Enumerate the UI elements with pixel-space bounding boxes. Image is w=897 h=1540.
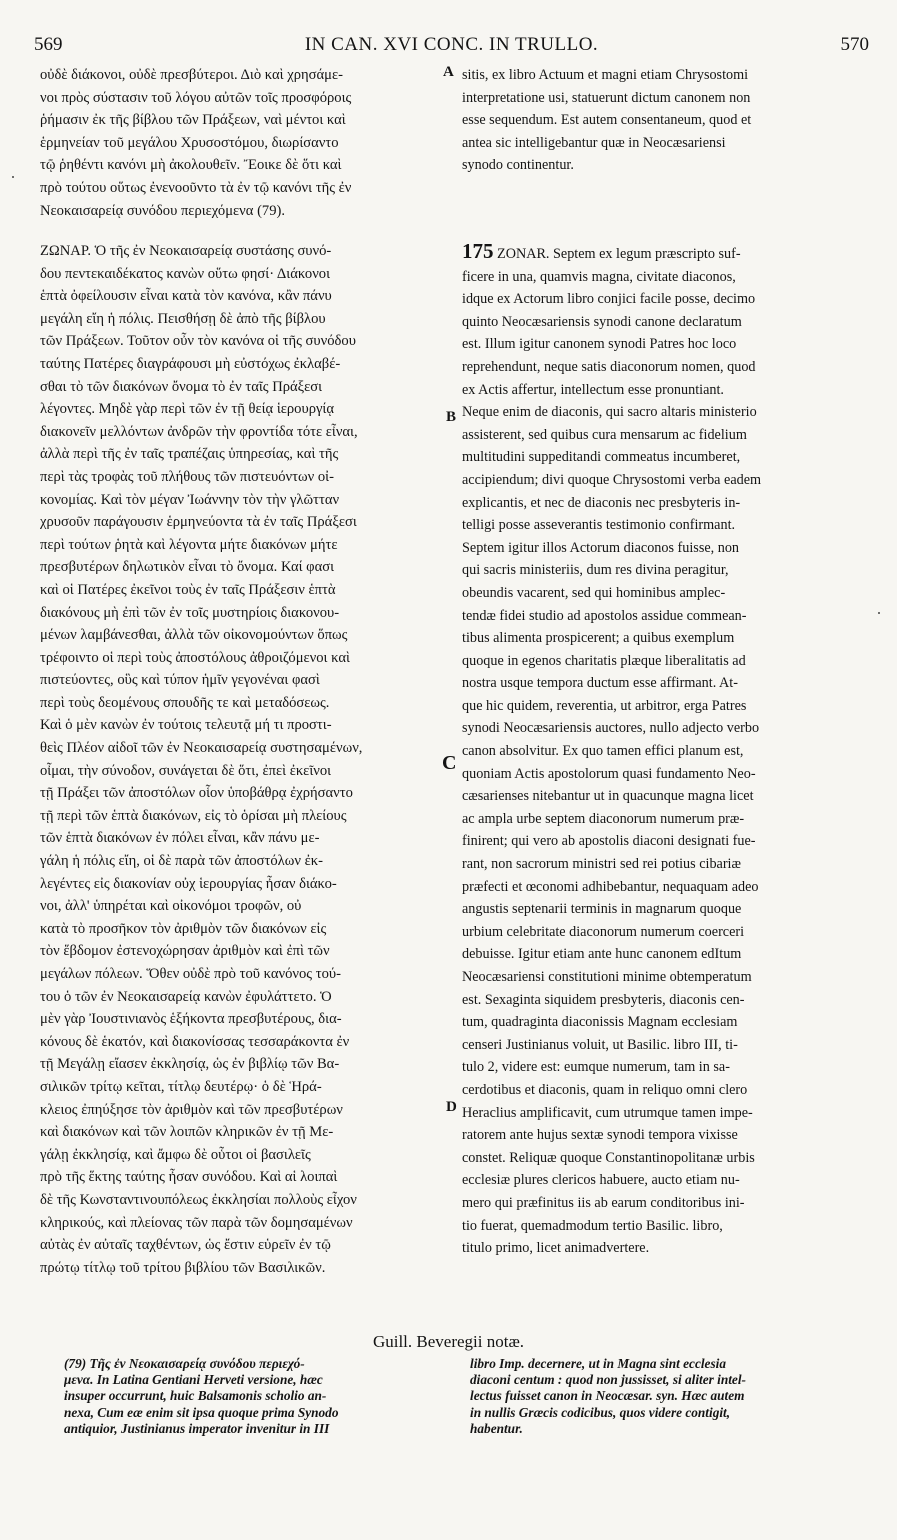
text-line: urbium celebritate diaconorum numerum coerceri: [462, 923, 745, 940]
text-line: finirent; qui vero ab apostolis diaconi designati fue-: [462, 833, 756, 850]
text-line: ratorem ante hujus sextæ synodi tempora vixisse: [462, 1127, 738, 1144]
text-line: ac ampla urbe septem diaconorum numerum præ-: [462, 810, 745, 827]
text-line: νοι, ἀλλ' ὑπηρέται καὶ οἰκονόμοι τροφῶν, οὐ: [40, 898, 302, 915]
text-line: τῇ Πράξει τῶν ἀποστόλων οἷον ὑποβάθρᾳ ἐχρήσαντο: [40, 785, 353, 802]
text-line: rant, non sacrorum ministri sed rei potius cibariæ: [462, 856, 741, 873]
text-line: λέγοντες. Μηδὲ γὰρ περὶ τῶν ἐν τῇ θείᾳ ἱερουργίᾳ: [40, 401, 334, 418]
text-line: (79) Τῆς ἐν Νεοκαισαρείᾳ συνόδου περιεχό-: [64, 1356, 305, 1371]
zonaras-greek-commentary: [40, 240, 452, 1279]
text-line: τρέφοιντο οἱ περὶ τοὺς ἀποστόλους ἀθροιζόμενοι καὶ: [40, 649, 350, 666]
text-line: tio fuerat, quemadmodum tertio Basilic. libro,: [462, 1217, 723, 1234]
text-line-content: ZONAR. Septem ex legum præscripto suf-: [493, 246, 741, 262]
text-line: κληρικούς, καὶ πλείονας τῶν παρὰ τῶν δομησαμένων: [40, 1214, 353, 1231]
text-line: του ὁ τῶν ἐν Νεοκαισαρείᾳ κανὼν ἐφυλάττετο. Ὁ: [40, 988, 332, 1005]
text-line: ΖΩΝΑΡ. Ὁ τῆς ἐν Νεοκαισαρείᾳ συστάσης συνό-: [40, 243, 332, 259]
text-line: præfecti et œconomi adhibebantur, nequaquam adeo: [462, 878, 759, 895]
text-line: canon absolvitur. Ex quo tamen effici planum est,: [462, 743, 744, 760]
footnote-right-column: [470, 1356, 862, 1437]
section-number: 175: [462, 240, 494, 263]
text-line: οἶμαι, τὴν σύνοδον, συνάγεται δὲ ὅτι, ἐπεὶ ἐκεῖνοι: [40, 762, 332, 779]
text-line: cæsarienses nitebantur ut in quacunque magna licet: [462, 788, 754, 805]
notes-heading: Guill. Beveregii notæ.: [372, 1332, 525, 1351]
text-line: titulo primo, licet animadvertere.: [462, 1240, 650, 1257]
text-line: ex Actis affertur, intellectum esse pronuntiant.: [462, 381, 724, 398]
running-head: [34, 34, 869, 60]
text-line: ficere in una, quamvis magna, civitate diaconos,: [462, 268, 736, 285]
text-line: καὶ οἱ Πατέρες ἐκεῖνοι τοὺς ἐν ταῖς Πράξεσιν ἑπτὰ: [40, 581, 336, 598]
text-line: διακόνους μὴ ἐπὶ τῶν ἐν τοῖς μυστηρίοις διακονου-: [40, 604, 340, 621]
text-line: θεὶς Πλέον αἰδοῖ τῶν ἐν Νεοκαισαρείᾳ συστησαμένων,: [40, 740, 363, 757]
text-line: ἑρμηνείαν τοῦ μεγάλου Χρυσοστόμου, διωρίσαντο: [40, 134, 339, 151]
text-line: explicantis, et nec de diaconis nec presbyteris in-: [462, 494, 741, 511]
text-line: est. Sexaginta siquidem presbyteris, diaconis cen-: [462, 991, 745, 1008]
text-line: tibus alimenta prospicerent; a quibus exemplum: [462, 630, 735, 647]
text-line: κονομίας. Καὶ τὸν μέγαν Ἰωάννην τὸν τὴν γλῶτταν: [40, 491, 340, 508]
text-line: ecclesiæ plures clericos habuere, aucto etiam nu-: [462, 1172, 740, 1189]
text-line: libro Imp. decernere, ut in Magna sint ecclesia: [470, 1356, 726, 1371]
text-line: antiquior, Justinianus imperator invenitur in III: [64, 1420, 330, 1436]
text-line: ταύτης Πατέρες διαγράφουσι μὴ εὐστόχως ἐκλαβέ-: [40, 355, 341, 372]
text-line: constet. Reliquæ quoque Constantinopolitanæ urbis: [462, 1149, 755, 1166]
text-line: μεγάλη εἴη ἡ πόλις. Πεισθήσῃ δὲ ἀπὸ τῆς βίβλου: [40, 310, 326, 327]
text-line: Καὶ ὁ μὲν κανὼν ἐν τούτοις τελευτᾷ μή τι προστι-: [40, 717, 332, 734]
text-line: Septem igitur illos Actorum diaconos fuisse, non: [462, 539, 740, 556]
text-line: synodi Neocæsariensis auctores, nullo adjecto verbo: [462, 720, 760, 737]
print-speck: [12, 176, 14, 178]
text-line: interpretatione usi, statuerunt dictum canonem non: [462, 89, 751, 106]
text-line: σιλικῶν τρίτῳ κεῖται, τίτλῳ δευτέρῳ· ὁ δὲ Ἡρά-: [40, 1078, 322, 1095]
page-number-right: 570: [840, 34, 869, 55]
text-line: tum, quadraginta diaconissis Magnam ecclesiam: [462, 1014, 738, 1031]
text-line: [462, 240, 874, 266]
text-line: quinto Neocæsariensis synodi canone declaratum: [462, 313, 742, 330]
text-line: πιστεύοντες, οὓς καὶ τύπον ἡμῖν γεγονέναι φασὶ: [40, 672, 320, 689]
text-line: diaconi centum : quod non jussisset, si aliter intel-: [470, 1372, 746, 1388]
text-line: insuper occurrunt, huic Balsamonis scholio an-: [64, 1388, 327, 1404]
text-line: κατὰ τὸ προσῆκον τὸν ἀριθμὸν τῶν διακόνων εἰς: [40, 920, 327, 937]
text-line: μένων λαμβάνεσθαι, ἀλλὰ τῶν οἰκονομούντων ὅπως: [40, 627, 348, 644]
text-line: habentur.: [470, 1420, 523, 1436]
text-line: qui sacris ministeriis, dum res divina peragitur,: [462, 562, 729, 579]
margin-marker-c: C: [442, 752, 457, 774]
text-line: περὶ τὰς τροφὰς τοῦ πλήθους τῶν πιστευόντων οἰ-: [40, 468, 334, 485]
text-line: quoniam Actis apostolorum quasi fundamento Neo-: [462, 765, 756, 782]
text-line: τὸν ἕβδομον ἐστενοχώρησαν ἀριθμὸν καὶ ἐπὶ τῶν: [40, 943, 330, 960]
text-line: tendæ fidei studio ad apostolos assidue commean-: [462, 607, 747, 624]
text-line: χρυσοῦν παράγουσιν ἑρμηνεύοντα τὰ ἐν ταῖς Πράξεσι: [40, 514, 357, 531]
text-line: πρώτῳ τίτλῳ τοῦ τρίτου βιβλίου τῶν Βασιλικῶν.: [40, 1259, 326, 1276]
margin-marker-b: B: [446, 409, 457, 425]
page-number-left: 569: [34, 34, 63, 55]
text-line: antea sic intelligebantur quæ in Neocæsariensi: [462, 134, 726, 151]
text-line: Heraclius amplificavit, cum utrumque tamen impe-: [462, 1104, 753, 1121]
text-line: quoque in egenos charitatis plæque liberalitatis ad: [462, 652, 746, 669]
text-line: μεγάλων πόλεων. Ὅθεν οὐδὲ πρὸ τοῦ κανόνος τού-: [40, 966, 341, 982]
text-line: δου πεντεκαιδέκατος κανὼν οὕτω φησί· Διάκονοι: [40, 265, 331, 282]
text-line: τῷ ῥηθέντι κανόνι μὴ ἀκολουθεῖν. Ἔοικε δὲ ὅτι καὶ: [40, 157, 342, 174]
footnote-left-column: [64, 1356, 436, 1437]
text-line: debuisse. Igitur etiam ante hunc canonem edItum: [462, 946, 742, 963]
latin-column-top: [462, 64, 874, 177]
text-line: accipiendum; divi quoque Chrysostomi verba eadem: [462, 471, 762, 488]
text-line: que hic quidem, reverentia, ut arbitror, erga Patres: [462, 697, 747, 714]
text-line: πρὸ τῆς ἕκτης ταύτης ἦσαν συνόδου. Καὶ αἱ λοιπαὶ: [40, 1169, 338, 1186]
text-line: μενα. In Latina Gentiani Herveti versione, hæc: [64, 1372, 323, 1388]
text-line: synodo continentur.: [462, 157, 574, 174]
margin-marker-a: A: [443, 64, 454, 80]
text-line: est. Illum igitur canonem synodi Patres hoc loco: [462, 336, 737, 353]
text-line: ῥήμασιν ἐκ τῆς βίβλου τῶν Πράξεων, ναὶ μέντοι καὶ: [40, 112, 346, 129]
zonaras-latin-commentary: [462, 240, 874, 1260]
text-line: mero qui præfinitus iis ab earum conditoribus ini-: [462, 1194, 745, 1211]
text-line: lectus fuisset canon in Neocæsar. syn. Hæc autem: [470, 1388, 745, 1404]
text-line: nostra usque tempora ductum esse affirmant. At-: [462, 675, 738, 692]
text-line: telligi posse asseverantis testimonio confirmant.: [462, 517, 736, 534]
text-line: περὶ τούτων ῥητὰ καὶ λέγοντα μήτε διακόνων μήτε: [40, 536, 338, 553]
text-line: in nullis Græcis codicibus, quos videre contigit,: [470, 1404, 731, 1420]
text-line: Νεοκαισαρείᾳ συνόδου περιεχόμενα (79).: [40, 202, 286, 219]
text-line: τῶν Πράξεων. Τοῦτον οὖν τὸν κανόνα οἱ τῆς συνόδου: [40, 333, 356, 350]
text-line: καὶ διακόνων καὶ τῶν λοιπῶν κληρικῶν ἐν τῇ Με-: [40, 1124, 334, 1141]
text-line: censeri Justinianus voluit, ut Basilic. libro III, ti-: [462, 1036, 738, 1053]
text-line: cerdotibus et diaconis, quam in reliquo omni clero: [462, 1081, 748, 1098]
text-line: Neque enim de diaconis, qui sacro altaris ministerio: [462, 404, 757, 421]
text-line: Neocæsariensi constitutioni minime obtemperatum: [462, 969, 752, 985]
greek-column-top: [40, 64, 452, 222]
text-line: nexa, Cum eæ enim sit ipsa quoque prima Synodo: [64, 1404, 339, 1420]
text-line: γάλῃ ἐκκλησίᾳ, καὶ ἄμφω δὲ οὗτοι οἱ βασιλεῖς: [40, 1146, 311, 1163]
text-line: γάλη ἡ πόλις εἴη, οἱ δὲ παρὰ τῶν ἀποστόλων ἐκ-: [40, 853, 323, 870]
text-line: sitis, ex libro Actuum et magni etiam Chrysostomi: [462, 67, 749, 83]
text-line: assisterent, sed quibus cura mensarum ac fidelium: [462, 426, 747, 443]
margin-marker-d: D: [446, 1099, 457, 1115]
running-title: IN CAN. XVI CONC. IN TRULLO.: [304, 34, 599, 55]
text-line: νοι πρὸς σύστασιν τοῦ λόγου αὐτῶν τοῖς προσφόροις: [40, 89, 352, 106]
text-line: ἑπτὰ ὀφείλουσιν εἶναι κατὰ τὸν κανόνα, κἂν πάνυ: [40, 288, 332, 305]
text-line: δὲ τῆς Κωνσταντινουπόλεως ἐκκλησίαι πολλοὺς εἶχον: [40, 1191, 357, 1208]
text-line: τῇ Μεγάλῃ εἴασεν ἐκκλησίᾳ, ὡς ἐν βιβλίῳ τῶν Βα-: [40, 1056, 340, 1073]
text-line: κλειος ἐπηύξησε τὸν ἀριθμὸν καὶ τῶν πρεσβυτέρων: [40, 1101, 343, 1118]
text-line: τῇ περὶ τῶν ἑπτὰ διακόνων, εἰς τὸ ὁρίσαι μὴ πλείους: [40, 807, 347, 824]
text-line: διακονεῖν μελλόντων ἀνδρῶν τὴν φροντίδα τότε εἶναι,: [40, 423, 358, 440]
text-line: tulo 2, videre est: eumque numerum, tam in sa-: [462, 1059, 730, 1076]
text-line: λεγέντες εἰς διακονίαν οὐχ ἱερουργίας ἦσαν διάκο-: [40, 875, 337, 892]
print-speck: [878, 612, 880, 614]
text-line: reprehendunt, neque satis diaconorum nomen, quod: [462, 358, 756, 375]
text-line: περὶ τοὺς δεομένους σπουδῆς τε καὶ μεταδόσεως.: [40, 694, 330, 711]
text-line: κόνους δὲ ἑκατόν, καὶ διακονίσσας τεσσαράκοντα ἐν: [40, 1033, 350, 1050]
text-line: οὐδὲ διάκονοι, οὐδὲ πρεσβύτεροι. Διὸ καὶ χρησάμε-: [40, 67, 343, 83]
text-line: πρὸ τούτου οὕτως ἐνενοοῦντο τὰ ἐν τῷ κανόνι τῆς ἐν: [40, 179, 352, 196]
text-line: angustis septenarii terminis in magnarum quoque: [462, 901, 742, 918]
text-line: πρεσβυτέρων δηλωτικὸν εἶναι τὸ ὄνομα. Καί φασι: [40, 559, 335, 576]
text-line: αὐτὰς ἐν αὐταῖς ταχθέντων, ὡς ἔστιν εὑρεῖν ἐν τῷ: [40, 1237, 331, 1254]
text-line: μὲν γὰρ Ἰουστινιανὸς ἑξήκοντα πρεσβυτέρους, δια-: [40, 1011, 342, 1028]
text-line: τῶν ἑπτὰ διακόνων ἐν πόλει εἶναι, κἂν πάνυ με-: [40, 830, 320, 847]
text-line: idque ex Actorum libro conjici facile posse, decimo: [462, 291, 756, 308]
text-line: esse sequendum. Est autem consentaneum, quod et: [462, 112, 752, 129]
text-line: obeundis vacarent, sed qui hominibus amplec-: [462, 584, 726, 601]
text-line: ἀλλὰ περὶ τῆς ἐν ταῖς τραπέζαις ὑπηρεσίας, καὶ τῆς: [40, 446, 339, 463]
text-line: multitudini suppeditandi commeatus incumberet,: [462, 449, 741, 466]
text-line: σθαι τὸ τῶν διακόνων ὄνομα τὸ ἐν ταῖς Πράξεσι: [40, 378, 323, 395]
